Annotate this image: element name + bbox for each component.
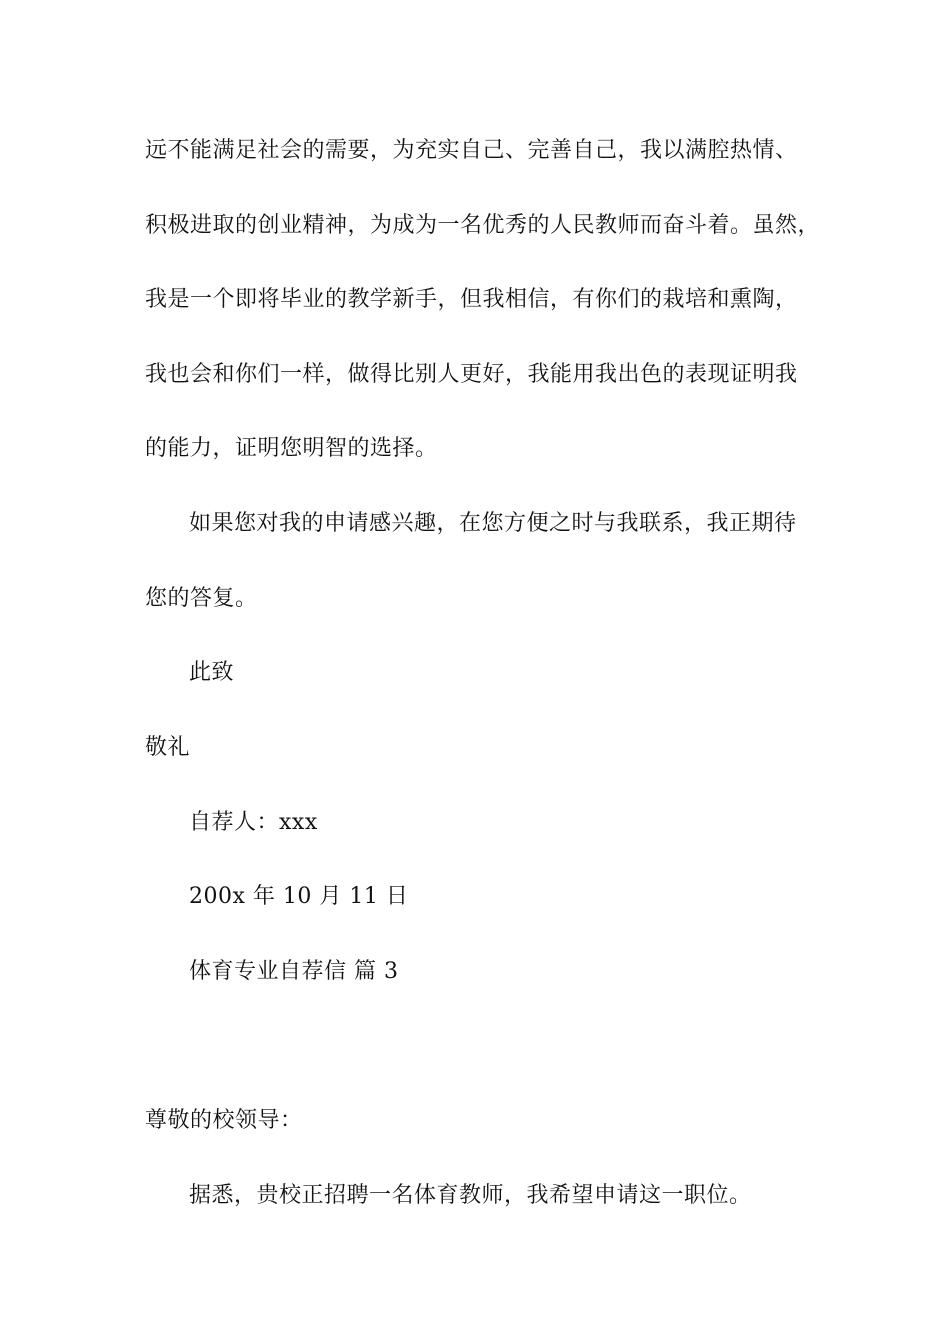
salutation-close: 此致: [189, 660, 235, 685]
paragraph-line-4: 我也会和你们一样，做得比别人更好，我能用我出色的表现证明我: [145, 362, 798, 387]
closing-paragraph-line-2: 您的答复。: [145, 586, 258, 611]
date: 200x 年 10 月 11 日: [189, 884, 409, 909]
section-title: 体育专业自荐信 篇 3: [189, 959, 399, 984]
closing-paragraph-line-1: 如果您对我的申请感兴趣，在您方便之时与我联系，我正期待: [189, 511, 797, 536]
opening-line: 据悉，贵校正招聘一名体育教师，我希望申请这一职位。: [189, 1183, 752, 1208]
paragraph-line-1: 远不能满足社会的需要，为充实自己、完善自己，我以满腔热情、: [145, 138, 798, 163]
signature: 自荐人：xxx: [189, 810, 318, 835]
paragraph-line-5: 的能力，证明您明智的选择。: [145, 436, 438, 461]
paragraph-line-3: 我是一个即将毕业的教学新手，但我相信，有你们的栽培和熏陶，: [145, 287, 798, 312]
greeting: 尊敬的校领导：: [145, 1108, 303, 1133]
paragraph-line-2: 积极进取的创业精神，为成为一名优秀的人民教师而奋斗着。虽然，: [145, 213, 821, 238]
regards: 敬礼: [145, 735, 191, 760]
